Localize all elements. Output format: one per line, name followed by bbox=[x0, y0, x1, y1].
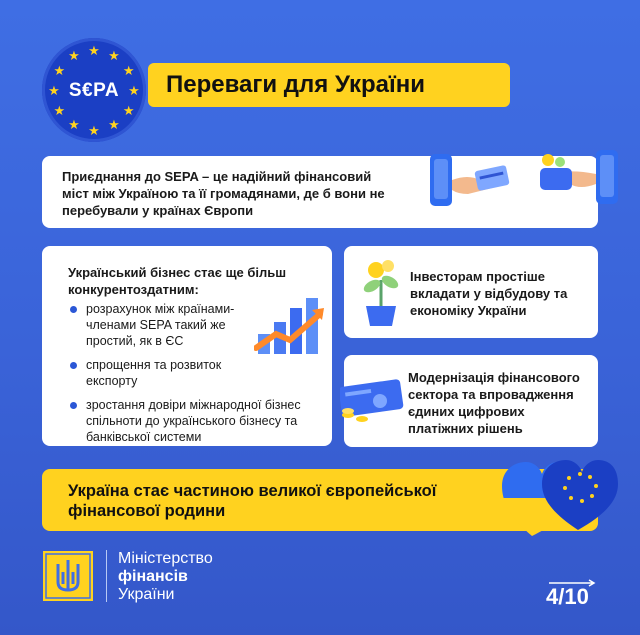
modernization-card bbox=[344, 355, 598, 447]
sepa-logo bbox=[42, 38, 146, 142]
eu-star-icon: ★ bbox=[122, 62, 135, 78]
growth-chart-illustration bbox=[254, 294, 326, 358]
ministry-line-3: України bbox=[118, 586, 175, 603]
ministry-logo bbox=[42, 550, 94, 602]
eu-star-icon: ★ bbox=[88, 42, 100, 58]
digital-payments-icon bbox=[340, 375, 410, 427]
investors-text: Інвесторам простіше вкладати у відбудову та економіку України bbox=[410, 269, 568, 318]
eu-star-icon: ★ bbox=[88, 122, 100, 138]
eu-star-icon: ★ bbox=[68, 117, 80, 133]
wallet-icon bbox=[540, 154, 572, 190]
card-icon bbox=[474, 165, 509, 191]
intro-text: Приєднання до SEPA – це надійний фінансовий міст між Україною та її громадянами, де б вони не перебували у країнах Європи bbox=[62, 169, 385, 218]
eu-star-icon: ★ bbox=[68, 47, 80, 63]
eu-star-icon: ★ bbox=[53, 62, 66, 78]
list-item: спрощення та розвиток експорту bbox=[68, 357, 256, 389]
ministry-line-2: фінансів bbox=[118, 568, 188, 585]
money-plant-icon bbox=[356, 256, 406, 330]
ukraine-eu-hearts-icon bbox=[500, 452, 620, 540]
page-title-bar bbox=[148, 63, 510, 107]
page-number: 4/10 bbox=[546, 584, 589, 609]
eu-star-icon: ★ bbox=[48, 82, 60, 98]
payment-hands-illustration bbox=[420, 150, 625, 216]
eu-star-icon: ★ bbox=[108, 117, 120, 133]
sepa-logo-text: S€PA bbox=[68, 80, 120, 101]
business-card bbox=[42, 246, 332, 446]
ministry-name bbox=[118, 550, 213, 604]
eu-star-icon: ★ bbox=[128, 82, 140, 98]
modernization-text: Модернізація фінансового сектора та впровадження єдиних цифрових платіжних рішень bbox=[408, 370, 580, 436]
list-item: розрахунок між країнами-членами SEPA такий же простий, як в ЄС bbox=[68, 301, 256, 349]
page-title: Переваги для України bbox=[166, 71, 425, 98]
intro-card bbox=[42, 156, 598, 228]
business-heading: Український бізнес стає ще більш конкурентоздатним: bbox=[68, 265, 287, 297]
next-arrow-icon bbox=[549, 574, 597, 582]
trident-emblem-icon bbox=[42, 550, 94, 602]
investors-card bbox=[344, 246, 598, 338]
phone-left-icon bbox=[430, 154, 452, 206]
phone-right-icon bbox=[596, 150, 618, 204]
ministry-line-1: Міністерство bbox=[118, 550, 213, 567]
eu-star-icon: ★ bbox=[53, 102, 66, 118]
footer-divider bbox=[106, 550, 107, 602]
list-item: зростання довіри міжнародної бізнес спільноти до українського бізнесу та банківської системи bbox=[68, 397, 306, 445]
eu-star-icon: ★ bbox=[108, 47, 120, 63]
banner-text: Україна стає частиною великої європейської фінансової родини bbox=[68, 482, 437, 520]
eu-star-icon: ★ bbox=[122, 102, 135, 118]
